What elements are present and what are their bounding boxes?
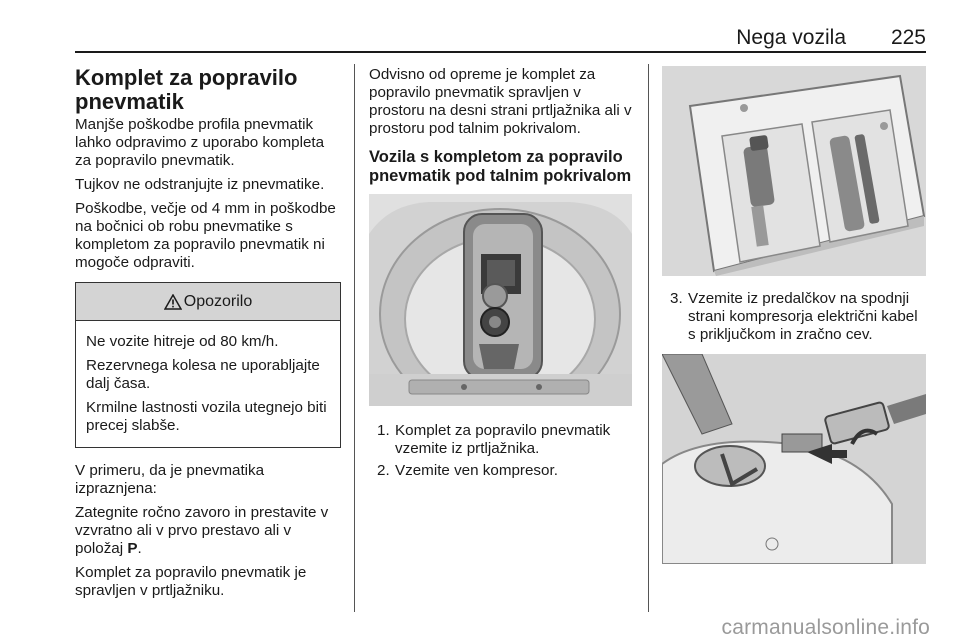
list-item: [369, 422, 635, 458]
paragraph: Manjše poškodbe profila pnevmatik lahko odpravimo z uporabo kompleta za popravilo pnevmatik.: [75, 116, 325, 169]
warning-triangle-icon: [164, 294, 182, 310]
page-number: 225: [890, 26, 926, 49]
step-text: Vzemite iz predalčkov na spodnji strani kompresorja električni kabel s priključkom in zračno cev.: [688, 290, 918, 343]
paragraph: Komplet za popravilo pnevmatik je spravljen v prtljažniku.: [75, 564, 307, 599]
left-column: [75, 66, 341, 606]
step-number: 1.: [377, 422, 390, 439]
paragraph: Poškodbe, večje od 4 mm in poškodbe na bočnici ob robu pnevmatike s kompletom za popravilo pnevmatik ni mogoče odpraviti.: [75, 200, 336, 271]
paragraph-text: Zategnite ročno zavoro in prestavite v vzvratno ali v prvo prestavo ali v položaj: [75, 504, 329, 557]
warning-title: Opozorilo: [183, 292, 253, 310]
step-text: Vzemite ven kompresor.: [395, 462, 558, 479]
list-item: [369, 462, 635, 480]
warning-item: Ne vozite hitreje od 80 km/h.: [86, 333, 279, 350]
step-text: Komplet za popravilo pnevmatik vzemite iz prtljažnika.: [395, 422, 611, 457]
paragraph-end: .: [137, 540, 142, 557]
steps-list: [369, 422, 635, 480]
steps-list: [662, 290, 926, 344]
list-item: [662, 290, 926, 344]
warning-box: [75, 282, 341, 448]
trunk-repair-kit-illustration: [369, 194, 632, 406]
step-number: 2.: [377, 462, 390, 479]
subheading: Vozila s kompletom za popravilo pnevmatik pod talnim pokrivalom: [369, 148, 632, 185]
middle-column: [369, 66, 635, 484]
warning-body: [76, 321, 340, 447]
header-divider: [75, 51, 926, 53]
step-number: 3.: [670, 290, 683, 307]
page-header: [75, 22, 926, 50]
column-divider-1: [354, 64, 355, 612]
section-title: Nega vozila: [736, 26, 846, 49]
gear-position-p: P: [127, 540, 138, 557]
paragraph: V primeru, da je pnevmatika izpraznjena:: [75, 462, 265, 497]
paragraph: [75, 504, 341, 558]
warning-header: [76, 283, 340, 321]
warning-item: Rezervnega kolesa ne uporabljajte dalj časa.: [86, 357, 320, 392]
paragraph: Tujkov ne odstranjujte iz pnevmatike.: [75, 176, 325, 193]
right-column: [662, 66, 926, 564]
compressor-compartment-illustration: [662, 66, 926, 276]
column-divider-2: [648, 64, 649, 612]
cable-connector-illustration: [662, 354, 926, 564]
section-heading: Komplet za popravilo pnevmatik: [75, 65, 298, 114]
paragraph: Odvisno od opreme je komplet za popravilo pnevmatik spravljen v prostoru na desni strani prtljažnika ali v prostoru pod talnim pokrivalom.: [369, 66, 632, 137]
warning-item: Krmilne lastnosti vozila utegnejo biti precej slabše.: [86, 399, 327, 434]
watermark: carmanualsonline.info: [721, 616, 930, 639]
